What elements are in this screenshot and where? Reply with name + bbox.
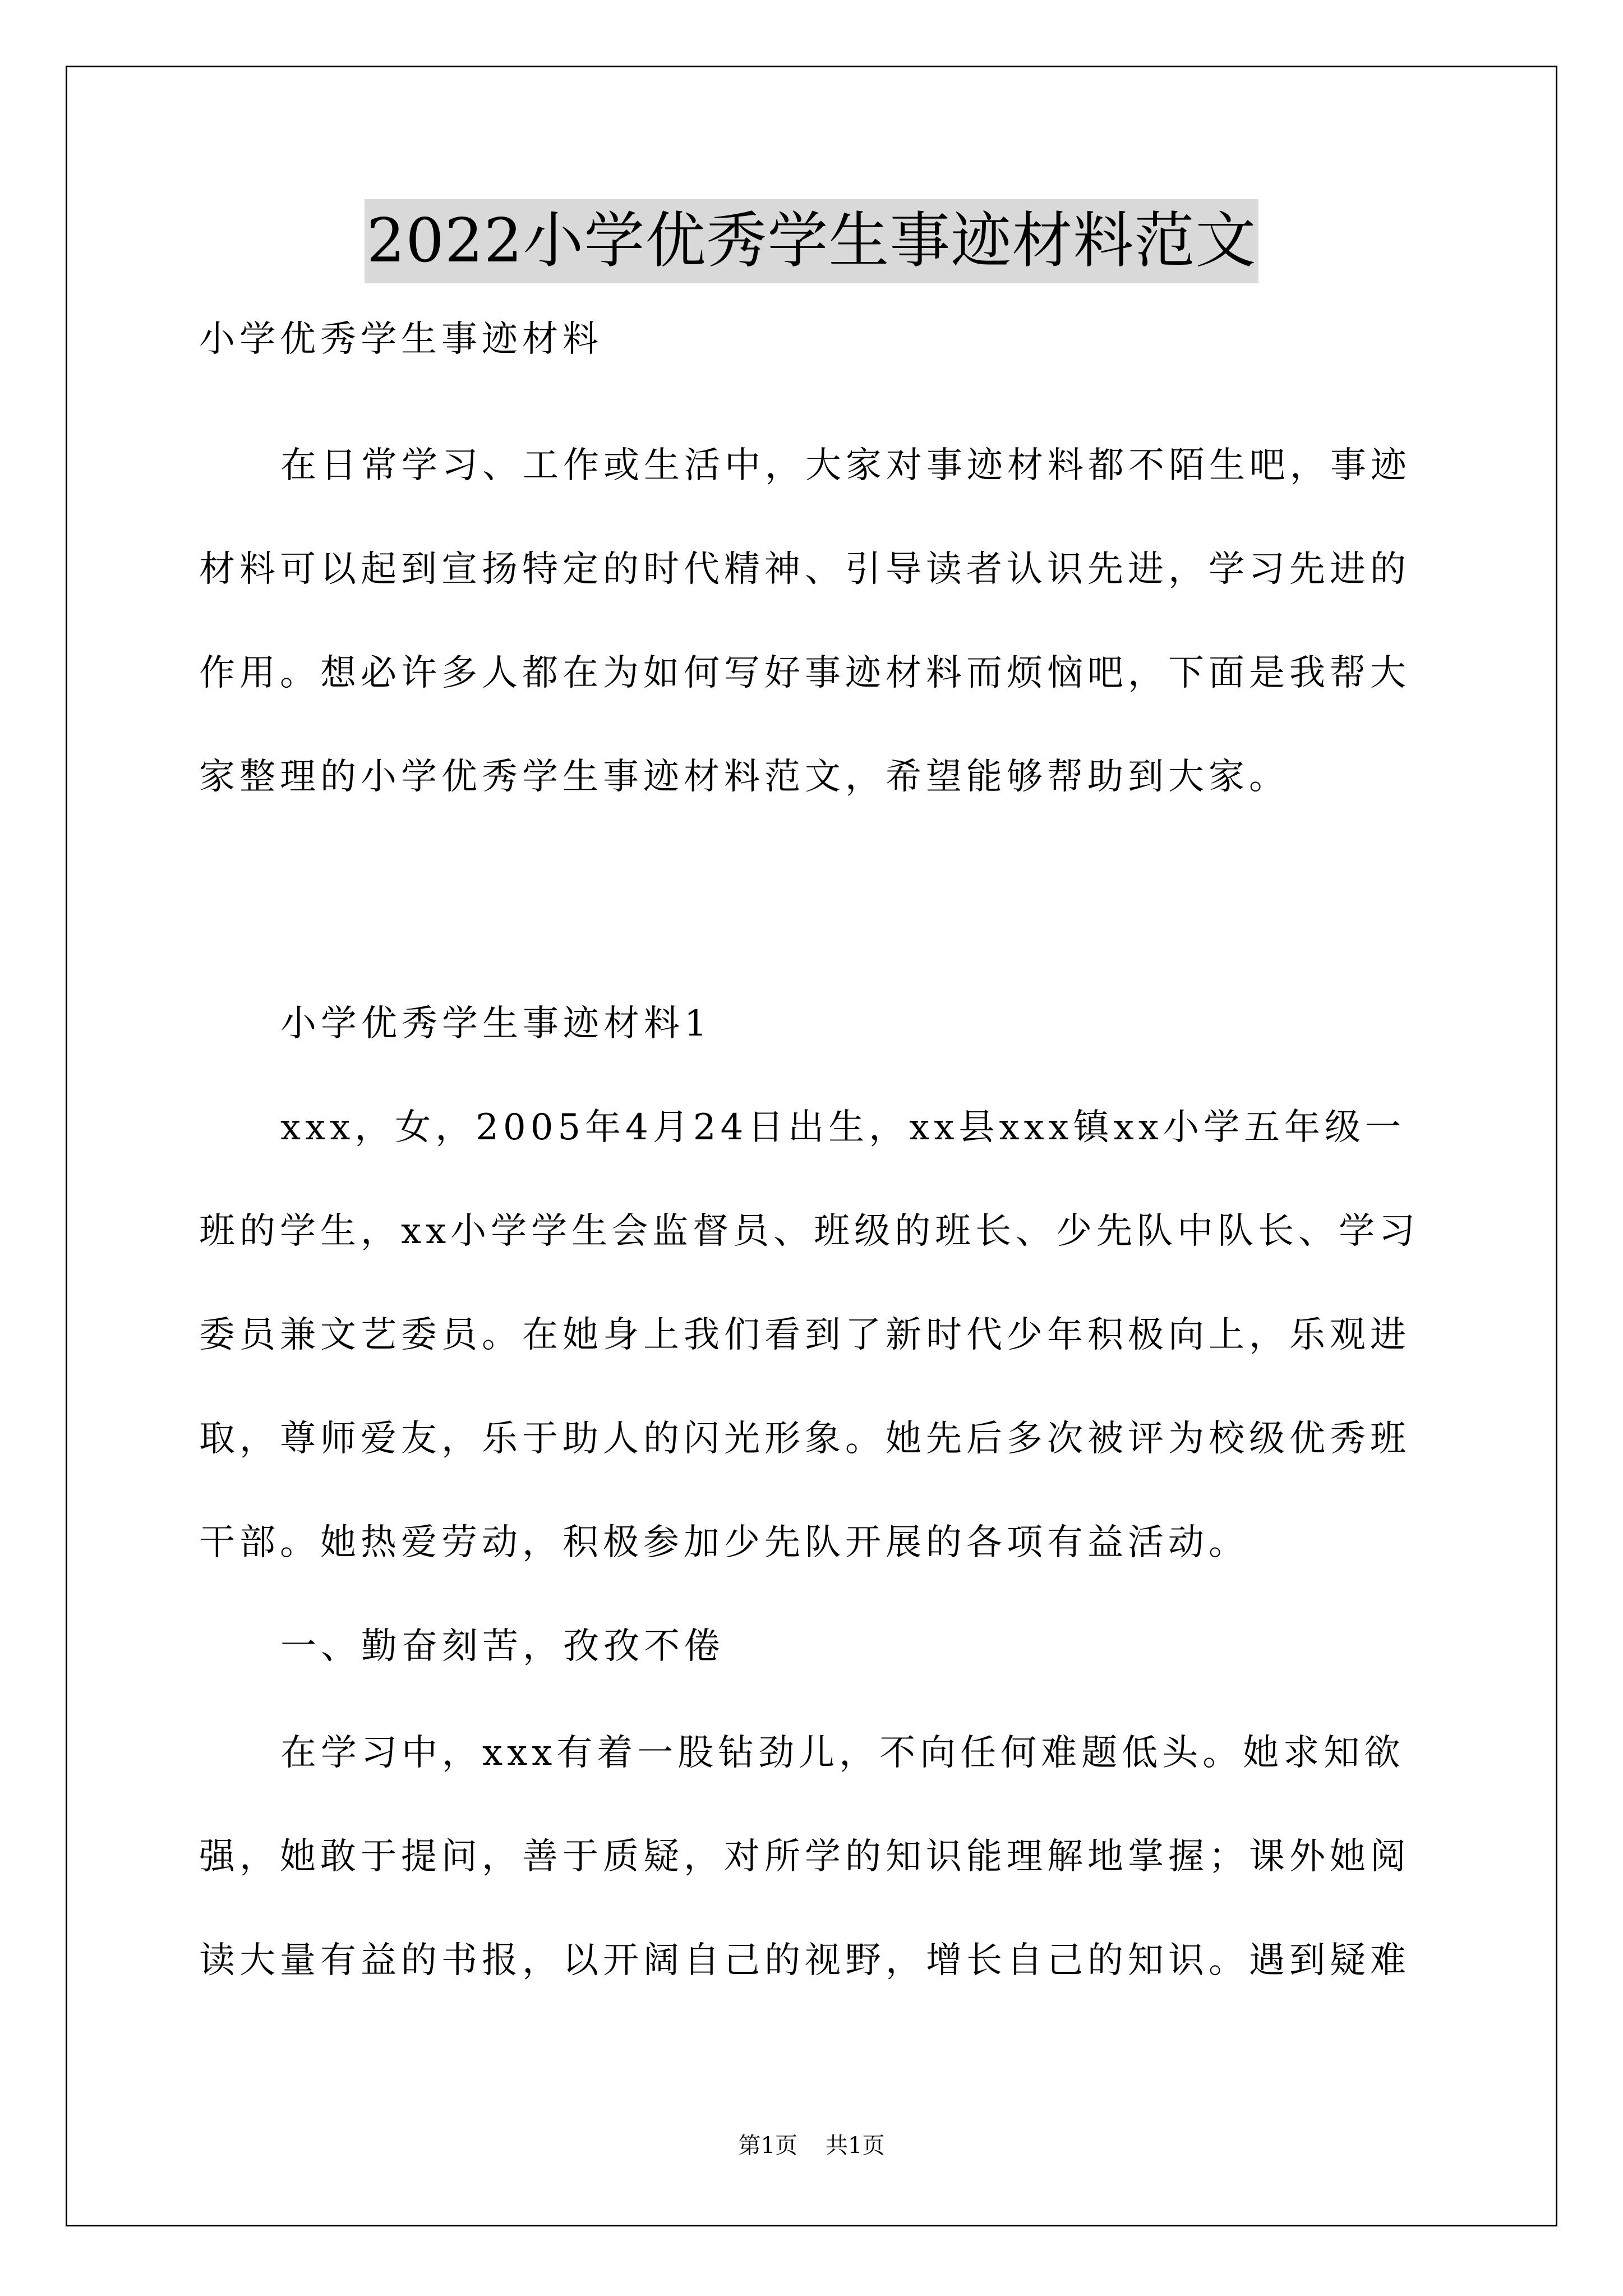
paragraph-line: 读大量有益的书报，以开阔自己的视野，增长自己的知识。遇到疑难	[199, 1940, 1410, 1981]
paragraph-line: xxx，女，2005年4月24日出生，xx县xxx镇xx小学五年级一	[280, 1107, 1405, 1148]
paragraph-line: 强，她敢于提问，善于质疑，对所学的知识能理解地掌握；课外她阅	[199, 1836, 1410, 1878]
section-heading: 小学优秀学生事迹材料	[199, 319, 603, 360]
paragraph-line: 班的学生，xx小学学生会监督员、班级的班长、少先队中队长、学习	[199, 1211, 1420, 1252]
paragraph-line: 在学习中，xxx有着一股钻劲儿，不向任何难题低头。她求知欲	[280, 1732, 1405, 1774]
subsection-heading: 小学优秀学生事迹材料1	[280, 1003, 712, 1045]
paragraph-line: 取，尊师爱友，乐于助人的闪光形象。她先后多次被评为校级优秀班	[199, 1418, 1410, 1460]
title-container	[0, 199, 1623, 283]
paragraph-line: 家整理的小学优秀学生事迹材料范文，希望能够帮助到大家。	[199, 756, 1289, 798]
paragraph-line: 在日常学习、工作或生活中，大家对事迹材料都不陌生吧，事迹	[280, 445, 1411, 486]
paragraph-line: 作用。想必许多人都在为如何写好事迹材料而烦恼吧，下面是我帮大	[199, 652, 1410, 694]
paragraph-line: 材料可以起到宣扬特定的时代精神、引导读者认识先进，学习先进的	[199, 549, 1410, 590]
document-title: 2022小学优秀学生事迹材料范文	[365, 199, 1259, 283]
subsection-heading: 一、勤奋刻苦，孜孜不倦	[280, 1626, 725, 1667]
paragraph-line: 委员兼文艺委员。在她身上我们看到了新时代少年积极向上，乐观进	[199, 1314, 1410, 1356]
page-total: 共1页	[826, 2133, 885, 2159]
paragraph-line: 干部。她热爱劳动，积极参加少先队开展的各项有益活动。	[199, 1522, 1249, 1563]
page-number: 第1页	[738, 2133, 797, 2159]
page-footer	[0, 2129, 1623, 2162]
